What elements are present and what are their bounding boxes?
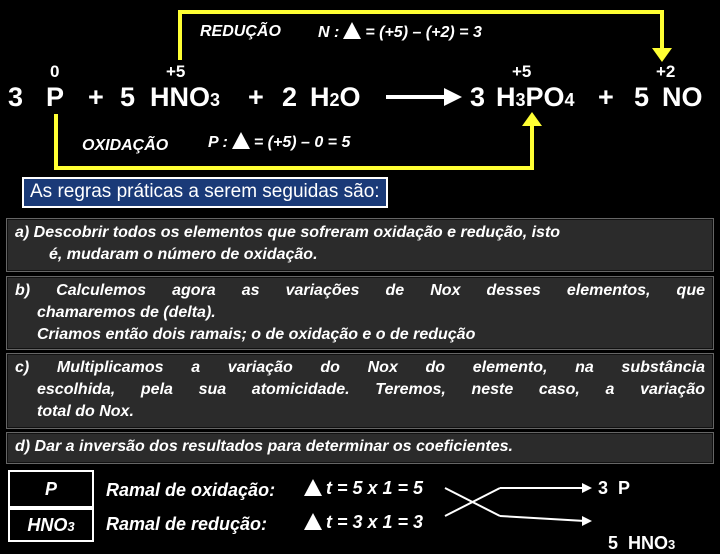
oxidacao-delta-line	[208, 132, 350, 152]
eq-h2o	[310, 84, 361, 111]
step-b	[6, 276, 714, 350]
eq-hno3	[150, 84, 220, 111]
result-5hno3	[598, 512, 675, 554]
eq-p: P	[46, 82, 65, 112]
step-a-line-1: a) Descobrir todos os elementos que sofreram oxidação e redução, isto	[15, 224, 561, 241]
ramal-oxidacao-label: Ramal de oxidação:	[106, 480, 276, 500]
ramal-oxidacao-expr	[300, 478, 423, 499]
result-3p: 3 P	[598, 478, 631, 498]
eq-coef-h2o: 2	[282, 82, 298, 112]
result-5hno: 5 HNO	[608, 533, 669, 553]
eq-o: O	[339, 82, 361, 112]
step-c-line-2: escolhida, pela sua atomicidade. Teremos, neste caso, a variação	[37, 381, 705, 398]
reducao-delta-prefix: N :	[318, 24, 340, 41]
delta-icon	[304, 513, 322, 530]
arrow-to-5hno3	[500, 516, 585, 521]
step-c-line-1: c) Multiplicamos a variação do Nox do elemento, na substância	[15, 359, 705, 376]
reducao-label: REDUÇÃO	[200, 23, 281, 40]
cell-p	[8, 470, 94, 508]
reaction-arrowhead	[444, 88, 462, 106]
ramal-reducao-expr	[300, 512, 423, 533]
eq-hno-sub: 3	[210, 90, 221, 110]
cell-hno-sub: 3	[67, 518, 75, 534]
ox-number-no: +2	[656, 62, 676, 81]
eq-h-sub: 2	[329, 90, 340, 110]
cell-hno: HNO	[27, 514, 68, 535]
arrowhead-to-5hno3	[582, 516, 592, 526]
step-b-line-3: Criamos então dois ramais; o de oxidação e o de redução	[37, 326, 476, 343]
ramal-reducao-label: Ramal de redução:	[106, 514, 268, 534]
eq-h3: H	[496, 82, 516, 112]
delta-icon	[232, 132, 250, 149]
reducao-delta-expr: = (+5) – (+2) = 3	[365, 24, 482, 41]
cell-p-text: P	[44, 478, 57, 499]
step-a	[6, 218, 714, 272]
ox-number-h3po4: +5	[512, 62, 532, 81]
step-c	[6, 353, 714, 429]
oxidacao-label: OXIDAÇÃO	[82, 137, 169, 154]
oxidacao-delta-prefix: P :	[208, 134, 228, 151]
eq-po-sub: 4	[564, 90, 575, 110]
eq-coef-h3po4: 3	[470, 82, 486, 112]
oxidation-arrowhead	[522, 112, 542, 126]
arrowhead-to-3p	[582, 483, 592, 493]
cell-hno3-text	[27, 515, 74, 536]
eq-plus-3: +	[598, 82, 614, 112]
rules-title: As regras práticas a serem seguidas são:	[22, 177, 388, 208]
oxidacao-delta-expr: = (+5) – 0 = 5	[253, 134, 351, 151]
eq-h: H	[310, 82, 330, 112]
ramal-red-expr-text: t = 3 x 1 = 3	[326, 512, 424, 532]
step-d-line-1: d) Dar a inversão dos resultados para determinar os coeficientes.	[15, 438, 513, 455]
delta-icon	[343, 22, 361, 39]
step-c-line-3: total do Nox.	[37, 403, 134, 420]
eq-coef-p: 3	[8, 82, 24, 112]
step-b-line-2: chamaremos de (delta).	[37, 304, 216, 321]
eq-po: PO	[525, 82, 565, 112]
eq-plus-1: +	[88, 82, 104, 112]
ramal-ox-expr-text: t = 5 x 1 = 5	[326, 478, 424, 498]
reduction-arrowhead	[652, 48, 672, 62]
result-5hno-sub: 3	[668, 537, 676, 552]
step-d	[6, 432, 714, 464]
eq-coef-no: 5	[634, 82, 650, 112]
eq-plus-2: +	[248, 82, 264, 112]
eq-h3-sub: 3	[515, 90, 526, 110]
cell-hno3	[8, 508, 94, 542]
step-a-line-2: é, mudaram o número de oxidação.	[49, 246, 318, 263]
eq-hno: HNO	[150, 82, 210, 112]
reducao-delta-line	[318, 22, 482, 42]
eq-coef-hno3: 5	[120, 82, 136, 112]
ox-number-hno3: +5	[166, 62, 186, 81]
delta-icon	[304, 479, 322, 496]
eq-h3po4	[496, 84, 575, 111]
step-b-line-1: b) Calculemos agora as variações de Nox desses elementos, que	[15, 282, 705, 299]
eq-no: NO	[662, 82, 703, 112]
ox-number-p: 0	[50, 62, 60, 81]
